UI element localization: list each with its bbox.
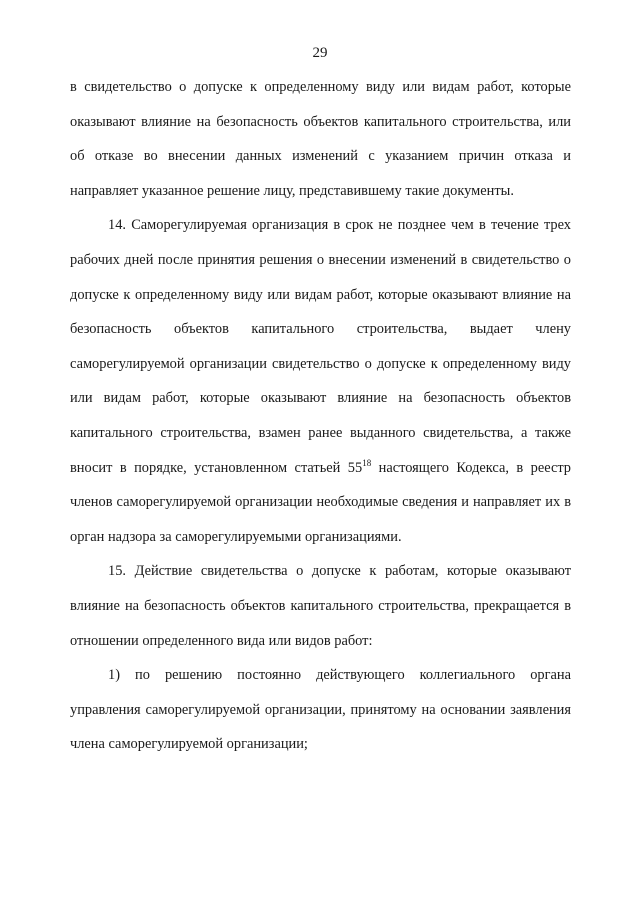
paragraph-item-15: 15. Действие свидетельства о допуске к работам, которые оказывают влияние на безопасность объектов капитального строительства, прекращается в отношении определенного вида или видов работ: (70, 563, 571, 649)
paragraph-item-14 (70, 208, 571, 554)
paragraph-item-14-text-continued: настоящего Кодекса, в реестр членов саморегулируемой организации необходимые сведения и направляет их в орган надзора за саморегулируемыми организациями. (70, 459, 571, 545)
page-number: 29 (312, 45, 328, 61)
paragraph-item-14-text: 14. Саморегулируемая организация в срок не позднее чем в течение трех рабочих дней после принятия решения о внесении изменений в свидетельство о допуске к определенному виду или видам работ, которые оказывают влияние на безопасность объектов капитального строительства, выдает члену саморегулируемой организации свидетельство о допуске к определенному виду или видам работ, которые оказывают влияние на безопасность объектов капитального строительства, взамен ранее выданного свидетельства, а также вносит в порядке, установленном статьей 55 (70, 217, 571, 476)
paragraph-subitem-1: 1) по решению постоянно действующего коллегиального органа управления саморегулируемой организации, принятому на основании заявления члена саморегулируемой организации; (70, 667, 571, 753)
article-superscript: 18 (362, 457, 372, 468)
paragraph-continuation: в свидетельство о допуске к определенному виду или видам работ, которые оказывают влияние на безопасность объектов капитального строительства, или об отказе во внесении данных изменений с указанием причин отказа и направляет указанное решение лицу, представившему такие документы. (70, 79, 571, 199)
document-body (70, 70, 571, 762)
